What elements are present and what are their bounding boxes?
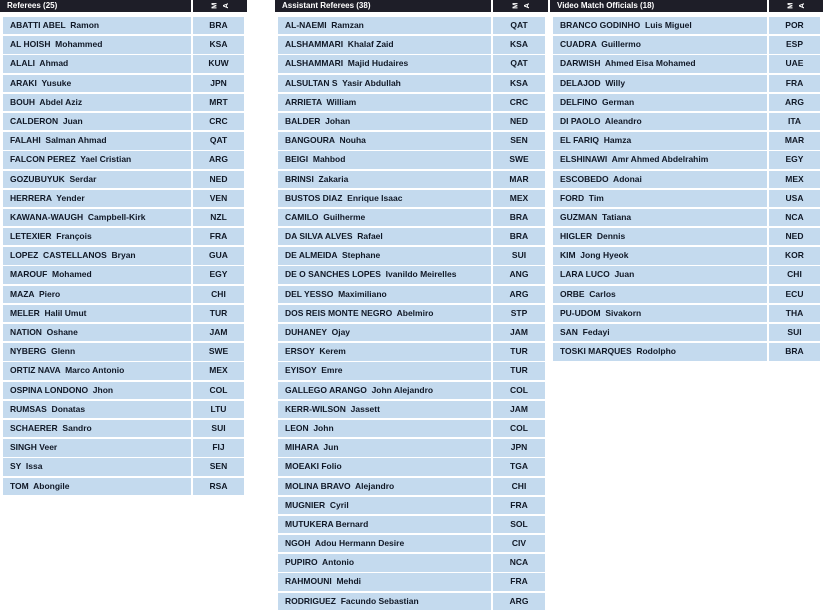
country-code: EGY [193, 266, 244, 283]
country-code: KSA [193, 36, 244, 53]
country-code: BRA [493, 209, 545, 226]
official-name: HIGLER Dennis [553, 228, 767, 245]
video-match-officials-rows [553, 17, 820, 361]
country-code: KOR [769, 247, 820, 264]
official-name: RODRIGUEZ Facundo Sebastian [278, 593, 491, 610]
official-name: AL-NAEMI Ramzan [278, 17, 491, 34]
country-code: ANG [493, 266, 545, 283]
official-row [3, 420, 244, 437]
official-row [3, 305, 244, 322]
country-code: CHI [193, 286, 244, 303]
official-name: DE ALMEIDA Stephane [278, 247, 491, 264]
country-code: SWE [193, 343, 244, 360]
country-code: ARG [493, 286, 545, 303]
country-code: CHI [769, 266, 820, 283]
country-code: LTU [193, 401, 244, 418]
official-row [278, 478, 545, 495]
official-row [553, 324, 820, 341]
official-row [3, 55, 244, 72]
ma-column-header [193, 0, 247, 12]
official-name: FALAHI Salman Ahmad [3, 132, 191, 149]
country-code: MRT [193, 94, 244, 111]
country-code: ARG [193, 151, 244, 168]
official-row [278, 113, 545, 130]
country-code: COL [493, 382, 545, 399]
official-name: MOLINA BRAVO Alejandro [278, 478, 491, 495]
official-name: GOZUBUYUK Serdar [3, 171, 191, 188]
official-row [553, 75, 820, 92]
country-code: NCA [493, 554, 545, 571]
official-name: HERRERA Yender [3, 190, 191, 207]
video-match-officials-table [550, 0, 823, 362]
official-row [278, 17, 545, 34]
official-name: ARRIETA William [278, 94, 491, 111]
official-row [553, 305, 820, 322]
official-row [3, 17, 244, 34]
official-name: SAN Fedayi [553, 324, 767, 341]
country-code: FRA [493, 497, 545, 514]
official-row [3, 266, 244, 283]
country-code: QAT [493, 55, 545, 72]
country-code: CIV [493, 535, 545, 552]
country-code: NED [193, 171, 244, 188]
country-code: KSA [493, 75, 545, 92]
official-name: MAROUF Mohamed [3, 266, 191, 283]
country-code: UAE [769, 55, 820, 72]
official-name: MOEAKI Folio [278, 458, 491, 475]
country-code: JAM [493, 401, 545, 418]
official-row [278, 247, 545, 264]
official-name: DARWISH Ahmed Eisa Mohamed [553, 55, 767, 72]
table-title: Referees (25) [0, 0, 191, 12]
official-name: AL HOISH Mohammed [3, 36, 191, 53]
country-code: MEX [493, 190, 545, 207]
official-row [3, 94, 244, 111]
official-row [553, 228, 820, 245]
country-code: BRA [769, 343, 820, 360]
country-code: FRA [493, 573, 545, 590]
country-code: NED [493, 113, 545, 130]
country-code: TUR [493, 343, 545, 360]
official-name: ABATTI ABEL Ramon [3, 17, 191, 34]
official-name: GALLEGO ARANGO John Alejandro [278, 382, 491, 399]
ma-letter-a-icon: A [221, 3, 231, 9]
official-row [3, 439, 244, 456]
official-name: ERSOY Kerem [278, 343, 491, 360]
official-row [278, 209, 545, 226]
official-row [278, 190, 545, 207]
country-code: MEX [769, 171, 820, 188]
official-name: BRINSI Zakaria [278, 171, 491, 188]
country-code: QAT [493, 17, 545, 34]
official-name: SCHAERER Sandro [3, 420, 191, 437]
official-name: LETEXIER François [3, 228, 191, 245]
official-name: MIHARA Jun [278, 439, 491, 456]
official-name: MUGNIER Cyril [278, 497, 491, 514]
official-row [278, 362, 545, 379]
official-row [278, 343, 545, 360]
official-name: KAWANA-WAUGH Campbell-Kirk [3, 209, 191, 226]
country-code: POR [769, 17, 820, 34]
official-name: RAHMOUNI Mehdi [278, 573, 491, 590]
official-name: DE O SANCHES LOPES Ivanildo Meirelles [278, 266, 491, 283]
official-name: DA SILVA ALVES Rafael [278, 228, 491, 245]
official-row [3, 132, 244, 149]
country-code: EGY [769, 151, 820, 168]
referees-table [0, 0, 247, 497]
official-row [3, 151, 244, 168]
country-code: ARG [493, 593, 545, 610]
country-code: TUR [493, 362, 545, 379]
official-name: MUTUKERA Bernard [278, 516, 491, 533]
official-row [553, 209, 820, 226]
official-row [278, 324, 545, 341]
country-code: COL [493, 420, 545, 437]
ma-letter-m-icon: M [785, 2, 795, 10]
country-code: CRC [493, 94, 545, 111]
official-row [3, 382, 244, 399]
official-row [278, 516, 545, 533]
official-row [278, 401, 545, 418]
official-name: SINGH Veer [3, 439, 191, 456]
official-name: TOM Abongile [3, 478, 191, 495]
official-name: KERR-WILSON Jassett [278, 401, 491, 418]
official-name: CALDERON Juan [3, 113, 191, 130]
official-row [553, 343, 820, 360]
official-row [278, 132, 545, 149]
official-row [278, 75, 545, 92]
ma-letter-m-icon: M [209, 2, 219, 10]
country-code: JAM [193, 324, 244, 341]
official-name: DI PAOLO Aleandro [553, 113, 767, 130]
country-code: MEX [193, 362, 244, 379]
official-row [3, 75, 244, 92]
official-name: DELFINO German [553, 94, 767, 111]
country-code: MAR [493, 171, 545, 188]
country-code: SWE [493, 151, 545, 168]
official-name: BANGOURA Nouha [278, 132, 491, 149]
official-row [3, 209, 244, 226]
official-name: LEON John [278, 420, 491, 437]
official-name: SY Issa [3, 458, 191, 475]
official-name: BUSTOS DIAZ Enrique Isaac [278, 190, 491, 207]
official-name: OSPINA LONDONO Jhon [3, 382, 191, 399]
country-code: ITA [769, 113, 820, 130]
country-code: QAT [193, 132, 244, 149]
official-name: CAMILO Guilherme [278, 209, 491, 226]
country-code: STP [493, 305, 545, 322]
country-code: CHI [493, 478, 545, 495]
official-row [3, 324, 244, 341]
official-row [3, 478, 244, 495]
official-name: GUZMAN Tatiana [553, 209, 767, 226]
country-code: SEN [493, 132, 545, 149]
official-name: NGOH Adou Hermann Desire [278, 535, 491, 552]
table-title: Assistant Referees (38) [275, 0, 491, 12]
official-name: BOUH Abdel Aziz [3, 94, 191, 111]
official-row [3, 286, 244, 303]
official-row [3, 113, 244, 130]
country-code: ECU [769, 286, 820, 303]
official-row [278, 554, 545, 571]
official-name: DEL YESSO Maximiliano [278, 286, 491, 303]
country-code: ESP [769, 36, 820, 53]
country-code: NZL [193, 209, 244, 226]
official-row [553, 132, 820, 149]
official-name: ALALI Ahmad [3, 55, 191, 72]
official-name: EL FARIQ Hamza [553, 132, 767, 149]
official-row [278, 228, 545, 245]
official-row [278, 94, 545, 111]
official-row [278, 593, 545, 610]
country-code: SUI [193, 420, 244, 437]
official-row [3, 247, 244, 264]
official-name: LOPEZ CASTELLANOS Bryan [3, 247, 191, 264]
country-code: JAM [493, 324, 545, 341]
official-name: EYISOY Emre [278, 362, 491, 379]
country-code: THA [769, 305, 820, 322]
official-name: NYBERG Glenn [3, 343, 191, 360]
official-row [278, 171, 545, 188]
country-code: JPN [193, 75, 244, 92]
official-row [553, 113, 820, 130]
official-row [3, 36, 244, 53]
country-code: GUA [193, 247, 244, 264]
referees-header [0, 0, 247, 12]
country-code: COL [193, 382, 244, 399]
official-name: BALDER Johan [278, 113, 491, 130]
country-code: FRA [193, 228, 244, 245]
ma-letter-a-icon: A [521, 3, 531, 9]
official-name: ORTIZ NAVA Marco Antonio [3, 362, 191, 379]
official-row [278, 420, 545, 437]
country-code: SOL [493, 516, 545, 533]
country-code: KUW [193, 55, 244, 72]
official-row [553, 171, 820, 188]
official-name: DOS REIS MONTE NEGRO Abelmiro [278, 305, 491, 322]
country-code: KSA [493, 36, 545, 53]
official-name: FORD Tim [553, 190, 767, 207]
official-name: MAZA Piero [3, 286, 191, 303]
official-name: DUHANEY Ojay [278, 324, 491, 341]
official-row [553, 151, 820, 168]
country-code: FRA [769, 75, 820, 92]
official-row [278, 382, 545, 399]
country-code: VEN [193, 190, 244, 207]
official-name: MELER Halil Umut [3, 305, 191, 322]
official-row [278, 151, 545, 168]
ma-letter-a-icon: A [797, 3, 807, 9]
official-row [553, 94, 820, 111]
official-row [3, 401, 244, 418]
referees-rows [3, 17, 244, 495]
country-code: NCA [769, 209, 820, 226]
official-name: ARAKI Yusuke [3, 75, 191, 92]
country-code: SUI [769, 324, 820, 341]
country-code: NED [769, 228, 820, 245]
official-name: RUMSAS Donatas [3, 401, 191, 418]
ma-column-header [769, 0, 823, 12]
country-code: ARG [769, 94, 820, 111]
official-row [278, 266, 545, 283]
official-name: ALSULTAN S Yasir Abdullah [278, 75, 491, 92]
official-row [278, 535, 545, 552]
official-row [278, 305, 545, 322]
official-name: FALCON PEREZ Yael Cristian [3, 151, 191, 168]
official-row [278, 439, 545, 456]
assistant-referees-table [275, 0, 548, 612]
official-name: ELSHINAWI Amr Ahmed Abdelrahim [553, 151, 767, 168]
country-code: MAR [769, 132, 820, 149]
official-row [553, 247, 820, 264]
video-match-officials-header [550, 0, 823, 12]
official-row [3, 228, 244, 245]
official-name: ALSHAMMARI Khalaf Zaid [278, 36, 491, 53]
official-row [3, 343, 244, 360]
official-name: TOSKI MARQUES Rodolpho [553, 343, 767, 360]
official-row [278, 458, 545, 475]
country-code: USA [769, 190, 820, 207]
official-row [278, 55, 545, 72]
official-name: DELAJOD Willy [553, 75, 767, 92]
official-row [3, 190, 244, 207]
ma-column-header [493, 0, 548, 12]
official-row [278, 286, 545, 303]
official-name: BRANCO GODINHO Luis Miguel [553, 17, 767, 34]
assistant-referees-header [275, 0, 548, 12]
country-code: CRC [193, 113, 244, 130]
official-row [278, 497, 545, 514]
official-name: ALSHAMMARI Majid Hudaires [278, 55, 491, 72]
official-name: ESCOBEDO Adonai [553, 171, 767, 188]
country-code: BRA [493, 228, 545, 245]
official-row [3, 171, 244, 188]
official-name: NATION Oshane [3, 324, 191, 341]
assistant-referees-rows [278, 17, 545, 610]
official-row [553, 190, 820, 207]
country-code: BRA [193, 17, 244, 34]
official-row [278, 573, 545, 590]
official-name: ORBE Carlos [553, 286, 767, 303]
official-name: PU-UDOM Sivakorn [553, 305, 767, 322]
country-code: TGA [493, 458, 545, 475]
official-row [553, 17, 820, 34]
country-code: RSA [193, 478, 244, 495]
official-row [553, 266, 820, 283]
country-code: SUI [493, 247, 545, 264]
official-row [278, 36, 545, 53]
ma-letter-m-icon: M [510, 2, 520, 10]
official-row [553, 55, 820, 72]
official-name: KIM Jong Hyeok [553, 247, 767, 264]
official-name: PUPIRO Antonio [278, 554, 491, 571]
official-row [553, 286, 820, 303]
official-row [3, 362, 244, 379]
official-name: BEIGI Mahbod [278, 151, 491, 168]
table-title: Video Match Officials (18) [550, 0, 767, 12]
official-name: LARA LUCO Juan [553, 266, 767, 283]
country-code: FIJ [193, 439, 244, 456]
official-row [553, 36, 820, 53]
country-code: SEN [193, 458, 244, 475]
official-name: CUADRA Guillermo [553, 36, 767, 53]
country-code: TUR [193, 305, 244, 322]
official-row [3, 458, 244, 475]
country-code: JPN [493, 439, 545, 456]
